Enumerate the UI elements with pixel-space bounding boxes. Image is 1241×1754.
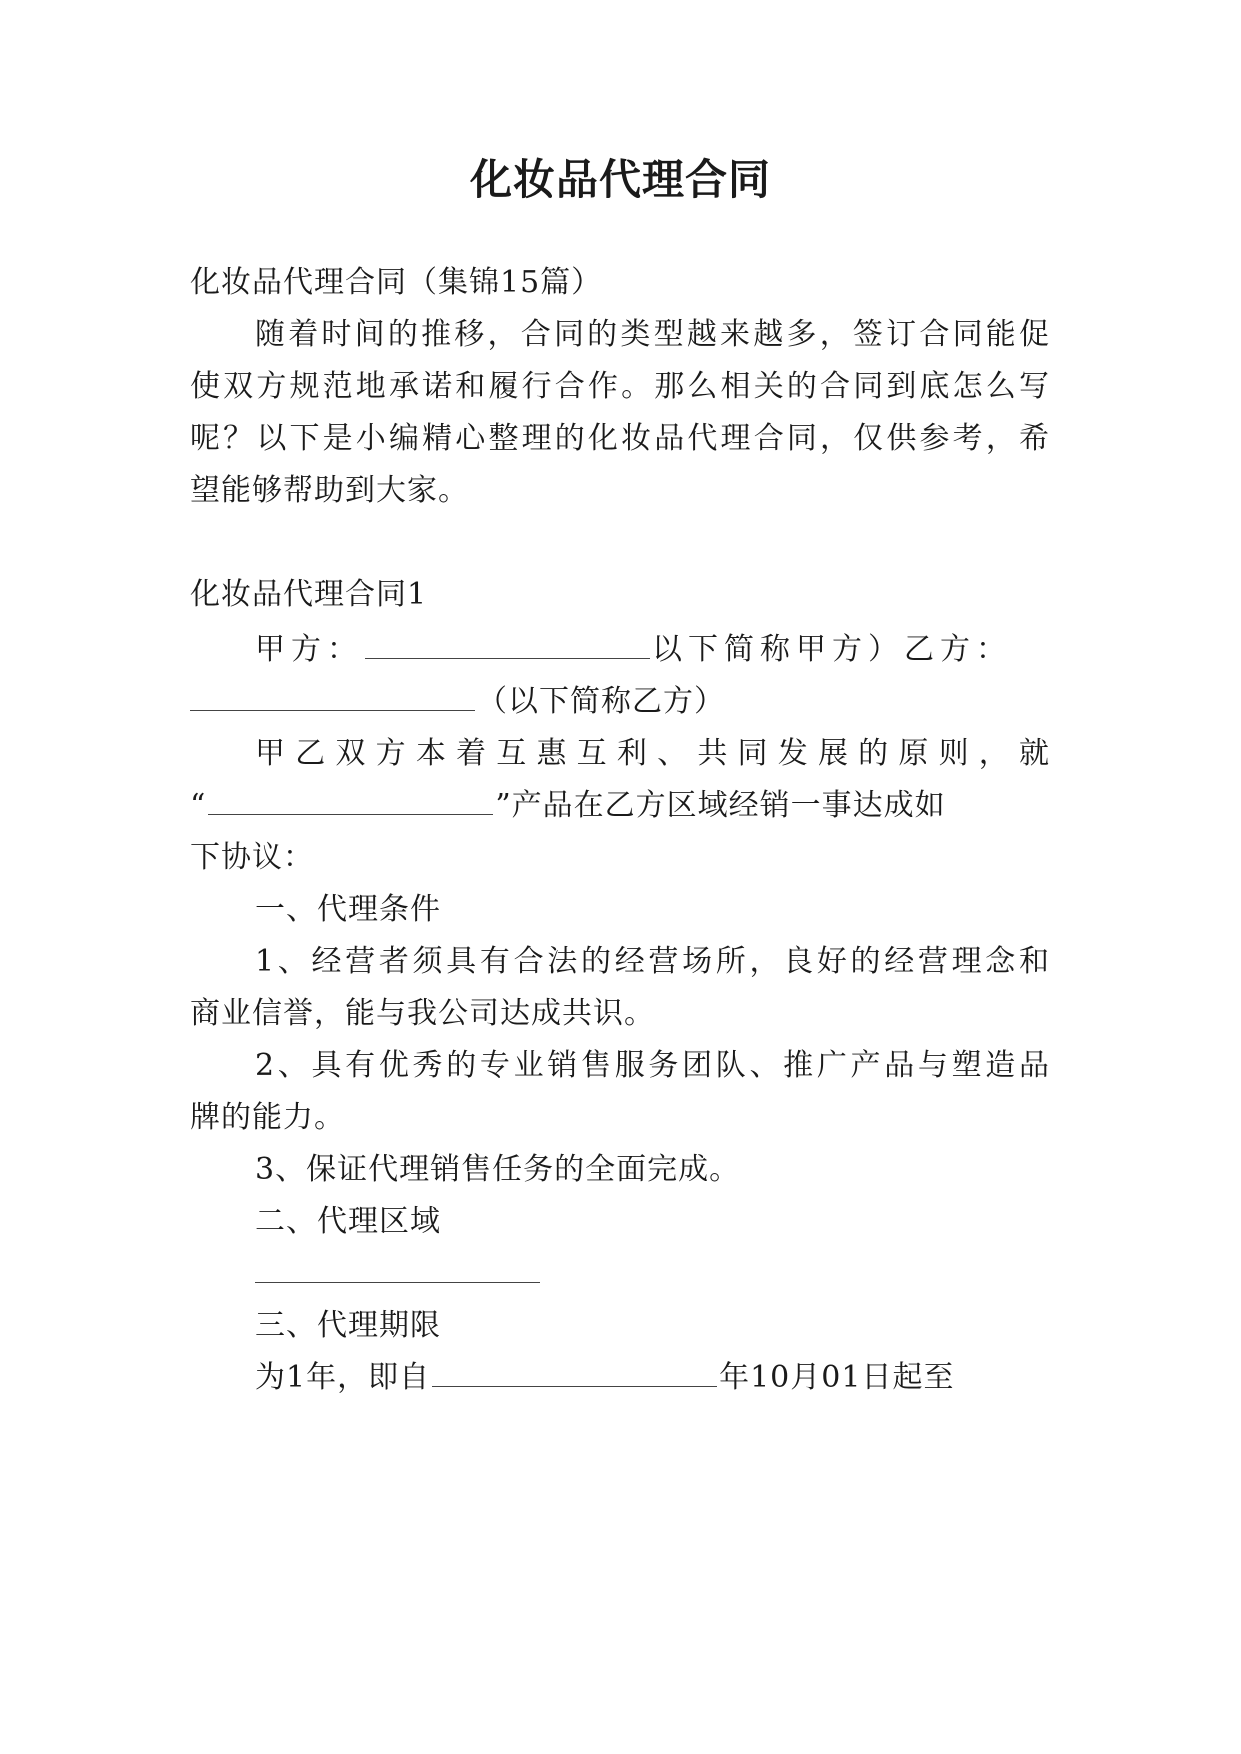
party-a-blank	[365, 632, 650, 659]
principle-line-1: 甲乙双方本着互惠互利、共同发展的原则，就	[255, 736, 1050, 771]
open-quote: “	[190, 788, 207, 823]
term-line	[255, 1349, 1050, 1407]
clause-2-heading: 二、代理区域	[255, 1204, 441, 1239]
section-heading: 化妆品代理合同1	[190, 577, 428, 612]
clause-1-item-3: 3、保证代理销售任务的全面完成。	[255, 1152, 741, 1187]
principle-line-3: 下协议：	[190, 840, 314, 875]
intro-line-4: 望能够帮助到大家。	[190, 473, 469, 508]
region-blank-line	[255, 1245, 1050, 1303]
clause-1-item-2a: 2、具有优秀的专业销售服务团队、推广产品与塑造品	[255, 1048, 1050, 1083]
term-prefix: 为1年，即自	[255, 1360, 431, 1395]
clause-1-item-2b: 牌的能力。	[190, 1100, 345, 1135]
principle-line-2-text: ”产品在乙方区域经销一事达成如	[495, 788, 946, 823]
clause-1-heading: 一、代理条件	[255, 892, 441, 927]
intro-line-2: 使双方规范地承诺和履行合作。那么相关的合同到底怎么写	[190, 369, 1050, 404]
party-a-line	[255, 621, 1050, 679]
clause-1-item-1b: 商业信誉，能与我公司达成共识。	[190, 996, 655, 1031]
intro-line-1: 随着时间的推移，合同的类型越来越多，签订合同能促	[255, 317, 1050, 352]
party-b-suffix: （以下简称乙方）	[477, 684, 725, 719]
party-a-label: 甲方：	[255, 632, 363, 667]
principle-line-2	[190, 777, 1050, 835]
term-year-blank	[432, 1360, 717, 1387]
intro-heading: 化妆品代理合同（集锦15篇）	[190, 265, 603, 300]
party-b-line	[190, 673, 1050, 731]
party-a-suffix: 以下简称甲方）乙方：	[652, 632, 1012, 667]
document-title: 化妆品代理合同	[469, 155, 771, 204]
product-blank	[208, 788, 493, 815]
term-suffix: 年10月01日起至	[719, 1360, 955, 1395]
party-b-blank	[190, 684, 475, 711]
clause-1-item-1a: 1、经营者须具有合法的经营场所，良好的经营理念和	[255, 944, 1050, 979]
region-blank	[255, 1256, 540, 1283]
clause-3-heading: 三、代理期限	[255, 1308, 441, 1343]
intro-line-3: 呢？以下是小编精心整理的化妆品代理合同，仅供参考，希	[190, 421, 1050, 456]
